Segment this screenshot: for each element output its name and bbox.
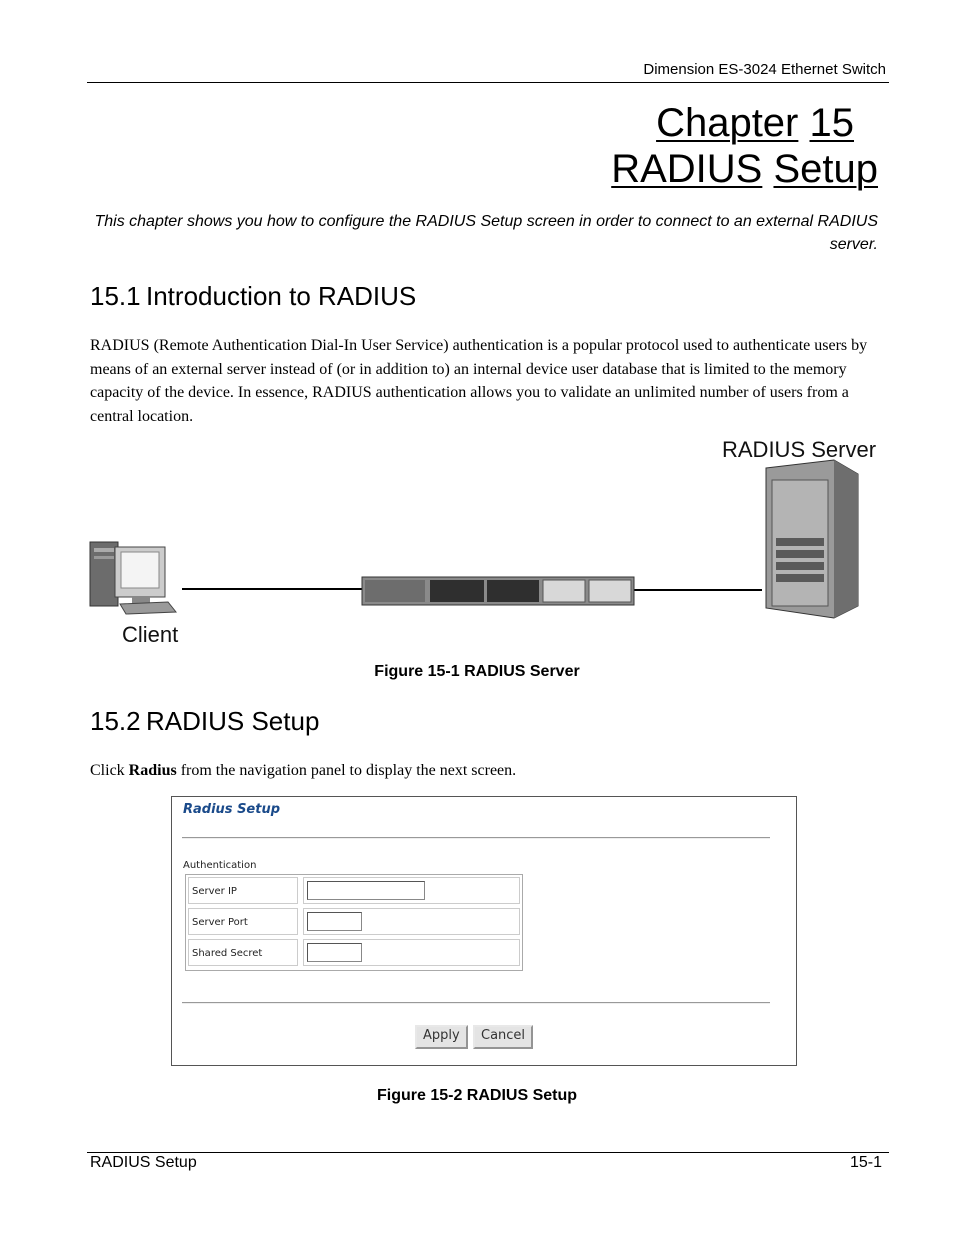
chapter-number: 15 <box>809 101 854 145</box>
section-title: Introduction to RADIUS <box>146 281 417 311</box>
panel-divider <box>182 837 770 839</box>
section-heading-2 <box>90 706 319 737</box>
ethernet-switch-icon <box>362 577 634 605</box>
footer-rule <box>87 1152 889 1153</box>
section-heading-1 <box>90 281 416 312</box>
section-paragraph: RADIUS (Remote Authentication Dial-In User Service) authentication is a popular protocol used to authenticate users by means of an external server instead of (or in addition to) an internal device user database that is limited to the memory capacity of the device. In essence, RADIUS authentication allows you to validate an unlimited number of users from a central location. <box>90 337 868 425</box>
cancel-button[interactable]: Cancel <box>473 1025 533 1049</box>
client-computer-icon <box>90 542 176 614</box>
client-label: Client <box>122 622 179 647</box>
section-number: 15.1 <box>90 281 141 311</box>
figure-caption-2: Figure 15-2 RADIUS Setup <box>376 1087 578 1104</box>
panel-divider <box>182 1002 770 1004</box>
shared-secret-label: Shared Secret <box>188 939 298 966</box>
shared-secret-cell <box>303 939 520 966</box>
authentication-table <box>185 874 523 971</box>
server-label: RADIUS Server <box>722 437 877 462</box>
radius-server-icon <box>766 460 858 618</box>
section-title: RADIUS Setup <box>146 706 320 736</box>
page-number: 15-1 <box>849 1154 882 1171</box>
server-port-input[interactable] <box>307 912 362 931</box>
chapter-word: Chapter <box>656 101 799 145</box>
apply-button[interactable]: Apply <box>415 1025 468 1049</box>
authentication-label: Authentication <box>183 860 257 871</box>
chapter-title <box>656 100 854 146</box>
server-ip-label: Server IP <box>188 877 298 904</box>
server-port-cell <box>303 908 520 935</box>
server-ip-cell <box>303 877 520 904</box>
panel-title: Radius Setup <box>183 802 281 817</box>
footer-section-name: RADIUS Setup <box>90 1154 197 1171</box>
section-paragraph <box>90 759 890 783</box>
server-ip-row <box>188 877 520 906</box>
server-port-row <box>188 908 520 937</box>
chapter-title-word1: RADIUS <box>611 147 763 191</box>
section-number: 15.2 <box>90 706 141 736</box>
text-run: Click <box>90 762 129 779</box>
bold-term: Radius <box>128 762 177 779</box>
server-port-label: Server Port <box>188 908 298 935</box>
chapter-title-word2: Setup <box>773 147 878 191</box>
chapter-subtitle <box>611 146 878 192</box>
chapter-summary: This chapter shows you how to configure the RADIUS Setup screen in order to connect to an external RADIUS server. <box>94 213 878 253</box>
header-rule <box>87 82 889 83</box>
shared-secret-input[interactable] <box>307 943 362 962</box>
running-header: Dimension ES-3024 Ethernet Switch <box>643 61 886 78</box>
radius-setup-screen <box>171 796 797 1066</box>
text-run: from the navigation panel to display the next screen. <box>176 762 517 779</box>
server-ip-input[interactable] <box>307 881 425 900</box>
shared-secret-row <box>188 939 520 968</box>
figure-caption-1: Figure 15-1 RADIUS Server <box>374 663 580 680</box>
